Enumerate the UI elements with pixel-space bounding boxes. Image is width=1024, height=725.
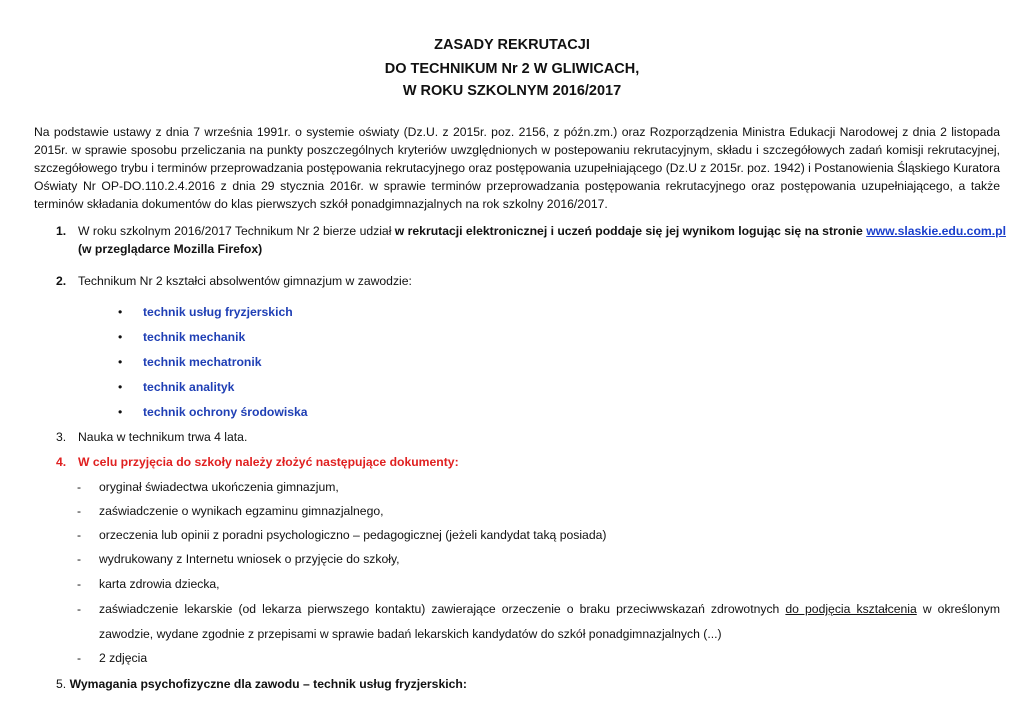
title-line-1: ZASADY REKRUTACJI [434, 37, 590, 53]
dash-marker: - [77, 552, 82, 566]
document-item: karta zdrowia dziecka, [99, 577, 220, 591]
item-3-number: 3. [56, 430, 67, 444]
medical-text-a: zaświadczenie lekarskie (od lekarza pierwszego kontaktu) zawierające orzeczenie o braku przeciwwskazań zdrowotnych [99, 602, 786, 616]
photos-item: 2 zdjęcia [99, 651, 148, 665]
item-1-browser-note: (w przeglądarce Mozilla Firefox) [78, 242, 263, 256]
dash-marker: - [77, 528, 82, 542]
medical-certificate-line-2: zawodzie, wydane zgodnie z przepisami w sprawie badań lekarskich kandydatów do szkół ponadgimnazjalnych (...) [99, 627, 722, 641]
document-item: wydrukowany z Internetu wniosek o przyjęcie do szkoły, [99, 552, 400, 566]
document-title [0, 34, 1024, 102]
dash-marker: - [77, 480, 82, 494]
item-4-heading: W celu przyjęcia do szkoły należy złożyć następujące dokumenty: [78, 455, 459, 469]
item-5 [56, 675, 467, 693]
profession-item: technik usług fryzjerskich [143, 305, 293, 319]
item-1-text-b: w rekrutacji elektronicznej i uczeń poddaje się jej wynikom logując się na stronie [394, 224, 867, 238]
item-2-text: Technikum Nr 2 kształci absolwentów gimnazjum w zawodzie: [78, 274, 412, 288]
title-line-3: W ROKU SZKOLNYM 2016/2017 [402, 83, 622, 99]
item-5-number: 5. [56, 677, 67, 691]
bullet-icon: • [118, 330, 123, 344]
item-1-number: 1. [56, 224, 67, 238]
profession-item: technik ochrony środowiska [143, 405, 308, 419]
profession-item: technik mechanik [143, 330, 246, 344]
document-item: oryginał świadectwa ukończenia gimnazjum, [99, 480, 339, 494]
profession-item: technik mechatronik [143, 355, 262, 369]
slaskie-link[interactable]: www.slaskie.edu.com.pl [866, 224, 1006, 238]
bullet-icon: • [118, 355, 123, 369]
medical-text-b: w określonym [916, 602, 1000, 616]
dash-marker: - [77, 602, 82, 616]
bullet-icon: • [118, 405, 123, 419]
item-4-number: 4. [56, 455, 67, 469]
intro-paragraph: Na podstawie ustawy z dnia 7 września 1991r. o systemie oświaty (Dz.U. z 2015r. poz. 2156, z późn.zm.) oraz Rozporządzenia Ministra Edukacji Narodowej z dnia 2 listopada 2015r. w sprawie sposobu przeliczania na punkty poszczególnych kryteriów uwzględnionych w postepowaniu rekrutacyjnym, składu i szczegółowych zadań komisji rekrutacyjnej, szczegółowego trybu i terminów przeprowadzania postępowania rekrutacyjnego oraz postępowania uzupełniającego (Dz.U z 2015r. poz. 1942) i Postanowienia Śląskiego Kuratora Oświaty Nr OP-DO.110.2.4.2016 z dnia 29 stycznia 2016r. w sprawie terminów przeprowadzania postępowania rekrutacyjnego oraz postępowania uzupełniającego, a także terminów składania dokumentów do klas pierwszych szkół ponadgimnazjalnych na rok szkolny 2016/2017. [34, 125, 1000, 211]
item-5-text: Wymagania psychofizyczne dla zawodu – technik usług fryzjerskich: [69, 677, 467, 691]
document-item: zaświadczenie o wynikach egzaminu gimnazjalnego, [99, 504, 384, 518]
dash-marker: - [77, 577, 82, 591]
title-line-2: DO TECHNIKUM Nr 2 W GLIWICACH, [384, 61, 640, 77]
dash-marker: - [77, 651, 82, 665]
dash-marker: - [77, 504, 82, 518]
item-1-text [78, 222, 1008, 240]
item-1-text-a: W roku szkolnym 2016/2017 Technikum Nr 2 bierze udział [78, 224, 395, 238]
medical-certificate-line-1 [99, 600, 1000, 618]
item-3-text: Nauka w technikum trwa 4 lata. [78, 430, 248, 444]
bullet-icon: • [118, 305, 123, 319]
medical-text-underlined: do podjęcia kształcenia [785, 602, 917, 616]
document-item: orzeczenia lub opinii z poradni psychologiczno – pedagogicznej (jeżeli kandydat taką posiada) [99, 528, 607, 542]
item-2-number: 2. [56, 274, 67, 288]
bullet-icon: • [118, 380, 123, 394]
profession-item: technik analityk [143, 380, 235, 394]
